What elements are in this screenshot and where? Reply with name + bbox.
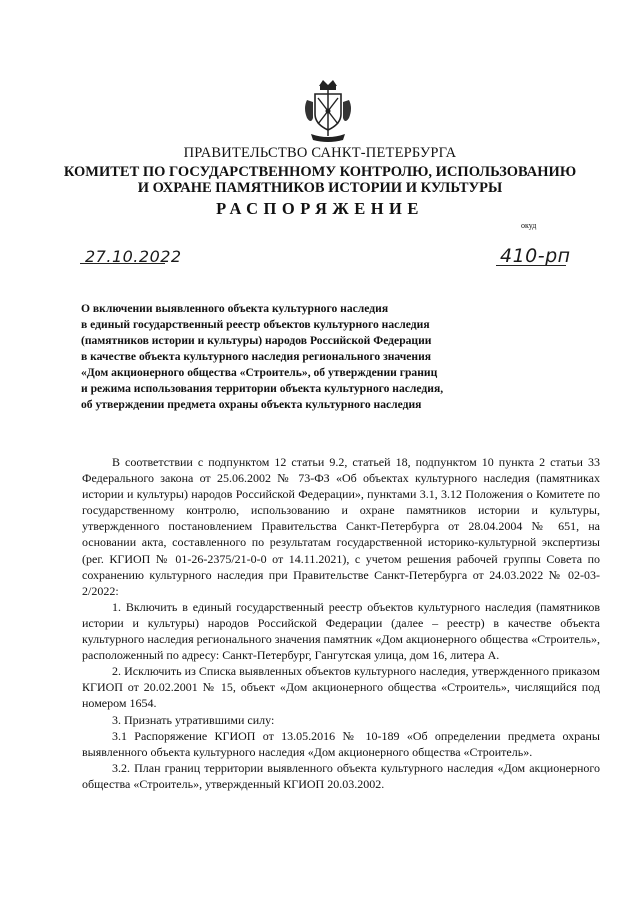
subject-line: об утверждении предмета охраны объекта культурного наследия [81, 398, 422, 411]
document-type: РАСПОРЯЖЕНИЕ [216, 199, 424, 218]
document-body [82, 454, 600, 792]
body-paragraph-preamble: В соответствии с подпунктом 12 статьи 9.2, статьей 18, подпунктом 10 пункта 2 статьи 33 Федерального закона от 25.06.2002 № 73-ФЗ «Об объектах культурного наследия (памятниках истории и культуры) народов Российской Федерации», пунктами 3.1, 3.12 Положения о Комитете по государственному контролю, использованию и охране памятников истории и культуры, утвержденного постановлением Правительства Санкт-Петербурга от 28.04.2004 № 651, на основании акта, составленного по результатам государственной историко-культурной экспертизы (рег. КГИОП № 01-26-2375/21-0-0 от 14.11.2021), с учетом решения рабочей группы Совета по сохранению культурного наследия при Правительстве Санкт-Петербурга от 24.03.2022 № 02-03-2/2022: [82, 455, 600, 598]
body-paragraph-item-3: 3. Признать утратившими силу: [112, 712, 275, 727]
body-paragraph-item-3-2: 3.2. План границ территории выявленного объекта культурного наследия «Дом акционерного общества «Строитель», утвержденный КГИОП 20.03.2002. [82, 760, 600, 791]
government-name: ПРАВИТЕЛЬСТВО САНКТ-ПЕТЕРБУРГА [183, 145, 457, 161]
subject-line: «Дом акционерного общества «Строитель», об утверждении границ [81, 366, 438, 379]
handwritten-number: 410-рп [500, 245, 571, 267]
subject-line: и режима использования территории объекта культурного наследия, [81, 382, 444, 395]
committee-name-line2: И ОХРАНЕ ПАМЯТНИКОВ ИСТОРИИ И КУЛЬТУРЫ [137, 180, 503, 196]
body-paragraph-item-1: 1. Включить в единый государственный реестр объектов культурного наследия (памятников истории и культуры) народов Российской Федерации (далее – реестр) в качестве объекта культурного наследия регионального значения памятник «Дом акционерного общества «Строитель», расположенный по адресу: Санкт-Петербург, Гангутская улица, дом 16, литера А. [82, 599, 600, 663]
handwritten-date: 27.10.2022 [85, 247, 182, 266]
committee-name-line1: КОМИТЕТ ПО ГОСУДАРСТВЕННОМУ КОНТРОЛЮ, ИСПОЛЬЗОВАНИЮ [63, 164, 577, 180]
document-subject [81, 301, 561, 413]
body-paragraph-item-2: 2. Исключить из Списка выявленных объектов культурного наследия, утвержденного приказом КГИОП от 20.02.2001 № 15, объект «Дом акционерного общества «Строитель», числящийся под номером 1654. [82, 664, 600, 711]
body-paragraph-item-3-1: 3.1 Распоряжение КГИОП от 13.05.2016 № 10-189 «Об определении предмета охраны выявленного объекта культурного наследия «Дом акционерного общества «Строитель». [82, 728, 600, 759]
subject-line: в единый государственный реестр объектов культурного наследия [81, 318, 430, 331]
subject-line: (памятников истории и культуры) народов Российской Федерации [81, 334, 432, 347]
number-underline [496, 265, 566, 266]
subject-line: О включении выявленного объекта культурного наследия [81, 302, 389, 315]
coat-of-arms-emblem [303, 78, 353, 144]
okud-label: окуд [521, 221, 537, 230]
subject-line: в качестве объекта культурного наследия регионального значения [81, 350, 432, 363]
date-underline [80, 263, 165, 264]
